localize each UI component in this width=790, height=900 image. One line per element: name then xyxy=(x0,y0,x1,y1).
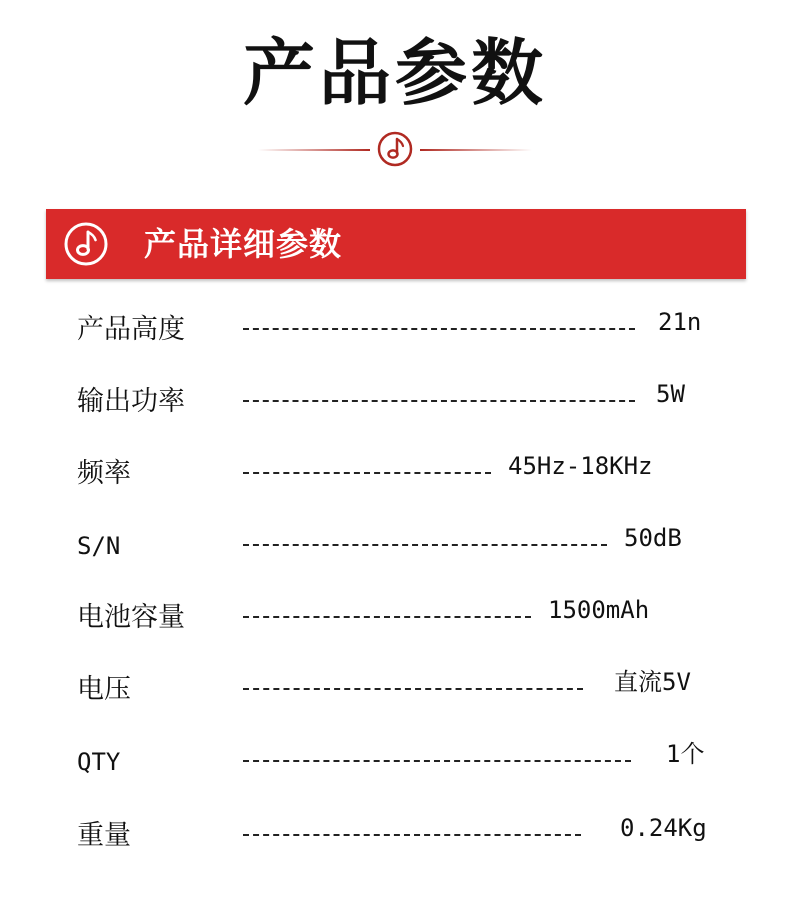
section-title: 产品详细参数 xyxy=(144,225,343,263)
divider-line-left xyxy=(258,149,370,151)
dashed-leader xyxy=(243,616,531,618)
spec-row-frequency xyxy=(0,452,790,492)
spec-row-weight xyxy=(0,814,790,854)
spec-label: 频率 xyxy=(77,458,131,489)
spec-value: 21n xyxy=(658,308,702,336)
divider-line-right xyxy=(420,149,532,151)
spec-value: 直流5V xyxy=(614,668,691,696)
title-divider xyxy=(0,128,790,172)
spec-value: 45Hz-18KHz xyxy=(508,452,653,480)
spec-value: 50dB xyxy=(624,524,682,552)
spec-label: QTY xyxy=(77,748,121,776)
spec-value: 5W xyxy=(656,380,685,408)
section-banner xyxy=(46,209,746,279)
spec-label: 重量 xyxy=(77,820,131,851)
spec-value: 1个 xyxy=(666,740,705,768)
spec-row-voltage xyxy=(0,668,790,708)
spec-value: 1500mAh xyxy=(548,596,650,624)
dashed-leader xyxy=(243,400,635,402)
spec-label: 电池容量 xyxy=(77,602,185,633)
spec-label: S/N xyxy=(77,532,121,560)
spec-label: 输出功率 xyxy=(77,386,185,417)
dashed-leader xyxy=(243,760,631,762)
dashed-leader xyxy=(243,688,583,690)
spec-label: 电压 xyxy=(77,674,131,705)
dashed-leader xyxy=(243,544,607,546)
music-note-icon xyxy=(376,130,414,168)
dashed-leader xyxy=(243,328,635,330)
dashed-leader xyxy=(243,472,491,474)
spec-label: 产品高度 xyxy=(77,314,185,345)
spec-row-sn xyxy=(0,524,790,564)
spec-value: 0.24Kg xyxy=(620,814,707,842)
spec-row-qty xyxy=(0,740,790,780)
page-title: 产品参数 xyxy=(242,31,547,115)
music-note-icon xyxy=(62,220,110,268)
spec-row-power xyxy=(0,380,790,420)
spec-row-height xyxy=(0,308,790,348)
spec-row-battery xyxy=(0,596,790,636)
dashed-leader xyxy=(243,834,581,836)
